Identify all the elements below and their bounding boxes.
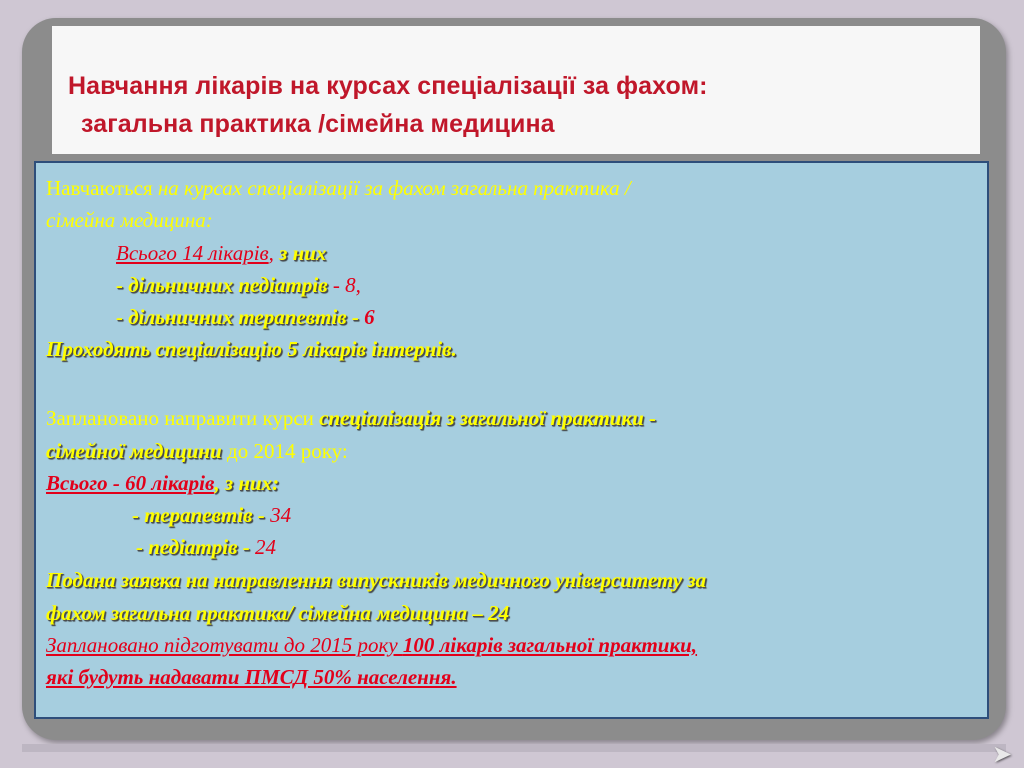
line-12: Подана заявка на направлення випускників медичного університету за [46,568,707,592]
comma: , [268,241,274,265]
total-14-doctors: Всього 14 лікарів [116,241,269,265]
title-line-1: Навчання лікарів на курсах спеціалізації за фахом: [68,72,708,100]
planned-2015-label: Заплановано підготувати до 2015 року [46,633,403,657]
line-3 [116,241,326,265]
therapists-label-2: - терапевтів - [132,503,265,527]
specialization-title: спеціалізація з загальної практики - [319,406,657,430]
of-them-label-2: , з них: [214,471,280,495]
until-2014-label: до 2014 року: [221,439,348,463]
pediatricians-label-2: - педіатрів - [136,535,250,559]
title-line-2: загальна практика /сімейна медицина [81,110,555,138]
line-11 [136,535,276,559]
line-10 [132,503,291,527]
therapists-count: 6 [358,305,375,329]
gp-doctors-label: лікарів загальної практики, [439,633,698,657]
line-13: фахом загальна практика/ сімейна медицина – 24 [46,601,510,625]
right-arrow-icon[interactable]: ➤ [992,740,1013,768]
total-60-doctors: Всього - 60 лікарів [46,471,215,495]
of-them-label: з них [273,241,327,265]
line-8 [46,439,348,463]
line-4 [116,273,361,297]
line-9 [46,471,279,495]
studying-label: Навчаються [46,176,153,200]
line-1 [46,176,631,200]
pediatricians-label: - дільничних педіатрів [116,273,328,297]
line-6: Проходять спеціалізацію 5 лікарів інтернів. [46,337,457,361]
count-100: 100 [402,633,440,657]
pediatricians-count-2: 24 [249,535,277,559]
line-5 [116,305,375,329]
planned-label: Заплановано направити курси [46,406,320,430]
bottom-divider [22,744,1006,752]
studying-detail: на курсах спеціалізації за фахом загальна практика / [152,176,631,200]
line-2: сімейна медицина: [46,208,213,232]
line-14 [46,633,697,657]
therapists-label: - дільничних терапевтів - [116,305,359,329]
content-panel [34,161,989,719]
line-15: які будуть надавати ПМСД 50% населення. [46,665,457,689]
line-7 [46,406,656,430]
family-medicine-label: сімейної медицини [46,439,222,463]
title-panel [52,26,980,154]
pediatricians-count: - 8, [327,273,361,297]
therapists-count-2: 34 [264,503,292,527]
